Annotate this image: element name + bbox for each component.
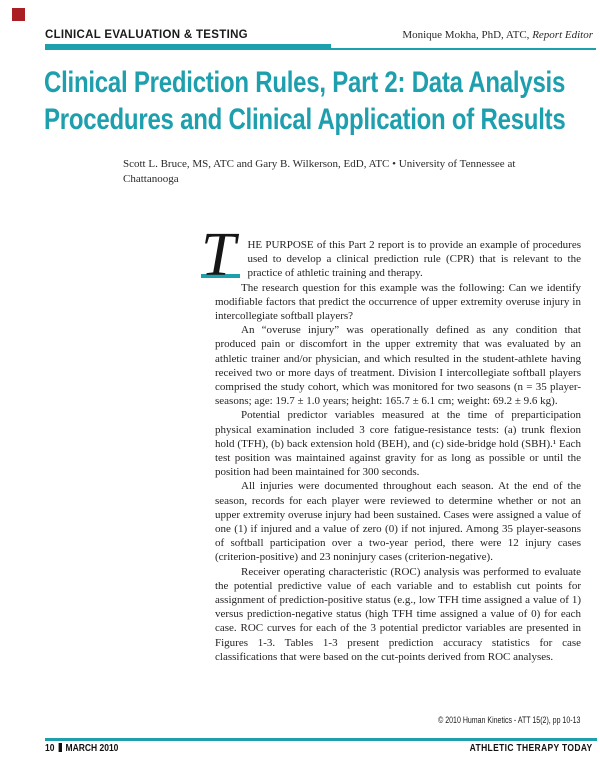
article-title [44,64,566,138]
page-footer [45,743,593,754]
page-header [45,29,593,41]
drop-cap: T [201,238,240,278]
article-title-line2: Procedures and Clinical Application of Results [44,103,566,136]
header-rule-thick [45,44,331,50]
paragraph-6: Receiver operating characteristic (ROC) analysis was performed to evaluate the potential predictive value of each variable and to establish cut points for assignment of prediction-positive status (e.g., low TFH time assigned a value of 1) versus prediction-negative status (high TFH time assigned a value of 0) for each case. ROC curves for each of the 3 potential predictor variables are presented in Figures 1-3. Tables 1-3 present prediction accuracy statistics for case classifications that were based on the cut-points derived from ROC analyses. [215,565,581,663]
page-number-and-issue [45,743,118,754]
editor-title: Report Editor [532,29,593,41]
paragraph-3: An “overuse injury” was operationally defined as any condition that produced pain or discomfort in the upper extremity that was evaluated by an athletic trainer and/or physician, and which resulted in the student-athlete having received two or more days of treatment. Division I intercollegiate softball players comprised the study cohort, which was monitored for two seasons (n = 35 player-seasons; age: 19.7 ± 1.0 years; height: 165.7 ± 6.1 cm; weight: 69.2 ± 9.6 kg). [215,324,581,408]
editor-name: Monique Mokha, PhD, ATC, [402,29,533,41]
article-title-line1: Clinical Prediction Rules, Part 2: Data Analysis [44,66,566,99]
header-rule-thin [331,48,596,50]
copyright-line: © 2010 Human Kinetics - ATT 15(2), pp 10-13 [437,715,580,725]
journal-name: ATHLETIC THERAPY TODAY [470,743,593,754]
paragraph-5: All injuries were documented throughout each season. At the end of the season, records for each player were reviewed to determine whether or not an upper extremity overuse injury had been sustained. Cases were assigned a value of one (1) if injured and a value of zero (0) if not injured. Among 35 player-seasons of softball participation over a two-year period, there were 12 injury cases (criterion-positive) and 23 noninjury cases (criterion-negative). [215,480,581,564]
byline [123,157,553,186]
paragraph-1 [201,221,581,289]
paragraph-1-text: HE PURPOSE of this Part 2 report is to provide an example of procedures used to develop a clinical prediction rule (CPR) that is relevant to the practice of athletic training and therapy. [247,239,581,280]
section-label: CLINICAL EVALUATION & TESTING [45,29,248,41]
paragraph-4: Potential predictor variables measured at the time of preparticipation physical examination included 3 core fatigue-resistance tests: (a) trunk flexion hold (TFH), (b) back extension hold (BEH), and (c) side-bridge hold (SBH).¹ Each test position was maintained against gravity for as long as possible or until the position had been maintained for 300 seconds. [215,409,581,479]
issue-date: MARCH 2010 [65,743,119,754]
article-body [201,221,581,664]
page-number: 10 [45,743,55,754]
footer-rule [45,738,597,741]
header-rule [45,44,596,50]
paragraph-2: The research question for this example was the following: Can we identify modifiable factors that predict the occurrence of upper extremity overuse injury in intercollegiate softball players? [215,281,581,323]
byline-line1: Scott L. Bruce, MS, ATC and Gary B. Wilkerson, EdD, ATC • University of Tennessee at [123,158,516,170]
corner-mark-square [12,8,25,21]
byline-line2: Chattanooga [123,172,179,185]
report-editor-credit [402,29,593,41]
separator-bar-icon [59,743,62,752]
